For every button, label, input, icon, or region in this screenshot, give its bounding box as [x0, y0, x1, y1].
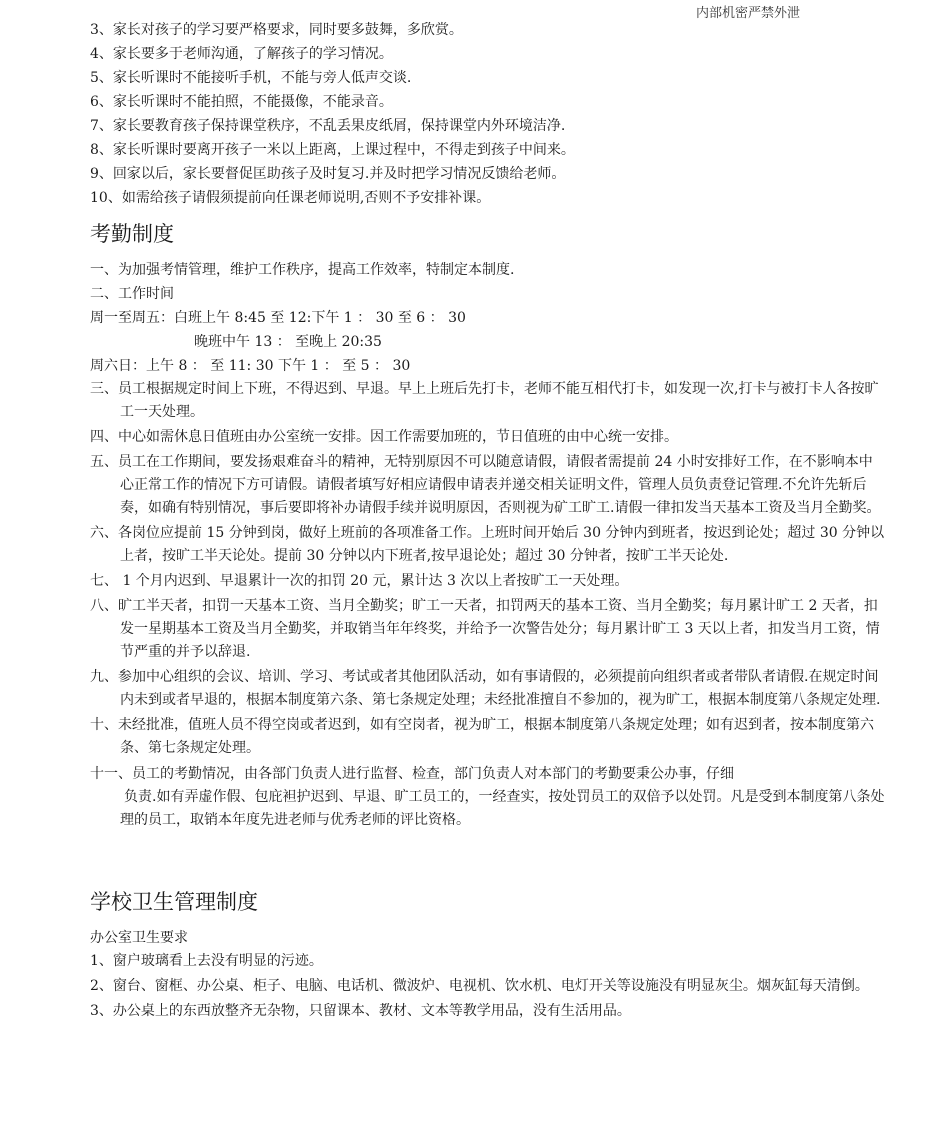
document-page	[90, 18, 886, 1025]
attendance-item-10: 十、未经批准，值班人员不得空岗或者迟到，如有空岗者，视为旷工，根据本制度第八条规定处理；如有迟到者，按本制度第六条、第七条规定处理。	[90, 717, 874, 756]
hygiene-subtitle: 办公室卫生要求	[90, 930, 188, 946]
parent-rule-7: 7、家长要教育孩子保持课堂秩序，不乱丢果皮纸屑，保持课堂内外环境洁净.	[90, 118, 566, 134]
attendance-item-4: 四、中心如需休息日值班由办公室统一安排。因工作需要加班的，节日值班的由中心统一安排。	[90, 429, 678, 445]
attendance-item-8: 八、旷工半天者，扣罚一天基本工资、当月全勤奖；旷工一天者，扣罚两天的基本工资、当月全勤奖；每月累计旷工 2 天者，扣发一星期基本工资及当月全勤奖，并取销当年年终奖，并给予一次警告处分；每月累计旷工 3 天以上者，扣发当月工资，情节严重的并予以辞退.	[90, 598, 880, 660]
parent-rule-10: 10、如需给孩子请假须提前向任课老师说明,否则不予安排补课。	[90, 190, 491, 206]
weekend-hours: 周六日：上午 8 ： 至 11: 30 下午 1 ： 至 5 ： 30	[90, 358, 411, 374]
attendance-item-11-continued: 负责.如有弄虚作假、包庇袒护迟到、早退、旷工员工的，一经查实，按处罚员工的双倍予以处罚。凡是受到本制度第八条处理的员工，取销本年度先进老师与优秀老师的评比资格。	[120, 789, 885, 828]
parent-rule-9: 9、回家以后，家长要督促匡助孩子及时复习.并及时把学习情况反馈给老师。	[90, 166, 566, 182]
parent-rule-8: 8、家长听课时要离开孩子一米以上距离，上课过程中，不得走到孩子中间来。	[90, 142, 575, 158]
attendance-title: 考勤制度	[90, 222, 174, 246]
attendance-item-2: 二、工作时间	[90, 286, 174, 302]
hygiene-item-1: 1、窗户玻璃看上去没有明显的污迹。	[90, 953, 323, 969]
parent-rule-3: 3、家长对孩子的学习要严格要求，同时要多鼓舞，多欣赏。	[90, 22, 463, 38]
attendance-item-3: 三、员工根据规定时间上下班，不得迟到、早退。早上上班后先打卡，老师不能互相代打卡，如发现一次,打卡与被打卡人各按旷工一天处理。	[90, 381, 879, 420]
confidential-header: 内部机密严禁外泄	[696, 6, 801, 21]
parent-rule-4: 4、家长要多于老师沟通，了解孩子的学习情况。	[90, 46, 393, 62]
attendance-item-11: 十一、员工的考勤情况，由各部门负责人进行监督、检查，部门负责人对本部门的考勤要秉公办事，仔细	[90, 766, 734, 782]
attendance-item-5: 五、员工在工作期间，要发扬艰难奋斗的精神，无特别原因不可以随意请假，请假者需提前 24 小时安排好工作，在不影响本中心正常工作的情况下方可请假。请假者填写好相应请假申请表并递交相关证明文件，管理人员负责登记管理.不允许先斩后奏，如确有特别情况，事后要即将补办请假手续并说明原因，否则视为矿工旷工.请假一律扣发当天基本工资及当月全勤奖。	[90, 454, 881, 516]
attendance-item-7: 七、 1 个月内迟到、早退累计一次的扣罚 20 元，累计达 3 次以上者按旷工一天处理。	[90, 573, 629, 589]
parent-rule-5: 5、家长听课时不能接听手机，不能与旁人低声交谈.	[90, 70, 412, 86]
hygiene-item-3: 3、办公桌上的东西放整齐无杂物，只留课本、教材、文本等教学用品，没有生活用品。	[90, 1003, 631, 1019]
weekday-hours: 周一至周五：白班上午 8:45 至 12:下午 1 ： 30 至 6 ： 30	[90, 310, 466, 326]
evening-hours: 晚班中午 13 ： 至晚上 20:35	[194, 334, 382, 350]
hygiene-title: 学校卫生管理制度	[90, 890, 258, 914]
attendance-item-6: 六、各岗位应提前 15 分钟到岗，做好上班前的各项准备工作。上班时间开始后 30 分钟内到班者，按迟到论处；超过 30 分钟以上者，按旷工半天论处。提前 30 分钟以内下班者,按早退论处；超过 30 分钟者，按旷工半天论处.	[90, 525, 885, 564]
section-spacer	[90, 834, 886, 878]
hygiene-item-2: 2、窗台、窗框、办公桌、柜子、电脑、电话机、微波炉、电视机、饮水机、电灯开关等设施没有明显灰尘。烟灰缸每天清倒。	[90, 978, 869, 994]
parent-rule-6: 6、家长听课时不能拍照，不能摄像，不能录音。	[90, 94, 393, 110]
attendance-item-1: 一、为加强考情管理，维护工作秩序，提高工作效率，特制定本制度.	[90, 262, 515, 278]
attendance-item-9: 九、参加中心组织的会议、培训、学习、考试或者其他团队活动，如有事请假的，必须提前向组织者或者带队者请假.在规定时间内未到或者早退的，根据本制度第六条、第七条规定处理；未经批准擅自不参加的，视为旷工，根据本制度第八条规定处理.	[90, 669, 881, 708]
parent-rules-list	[90, 18, 886, 210]
